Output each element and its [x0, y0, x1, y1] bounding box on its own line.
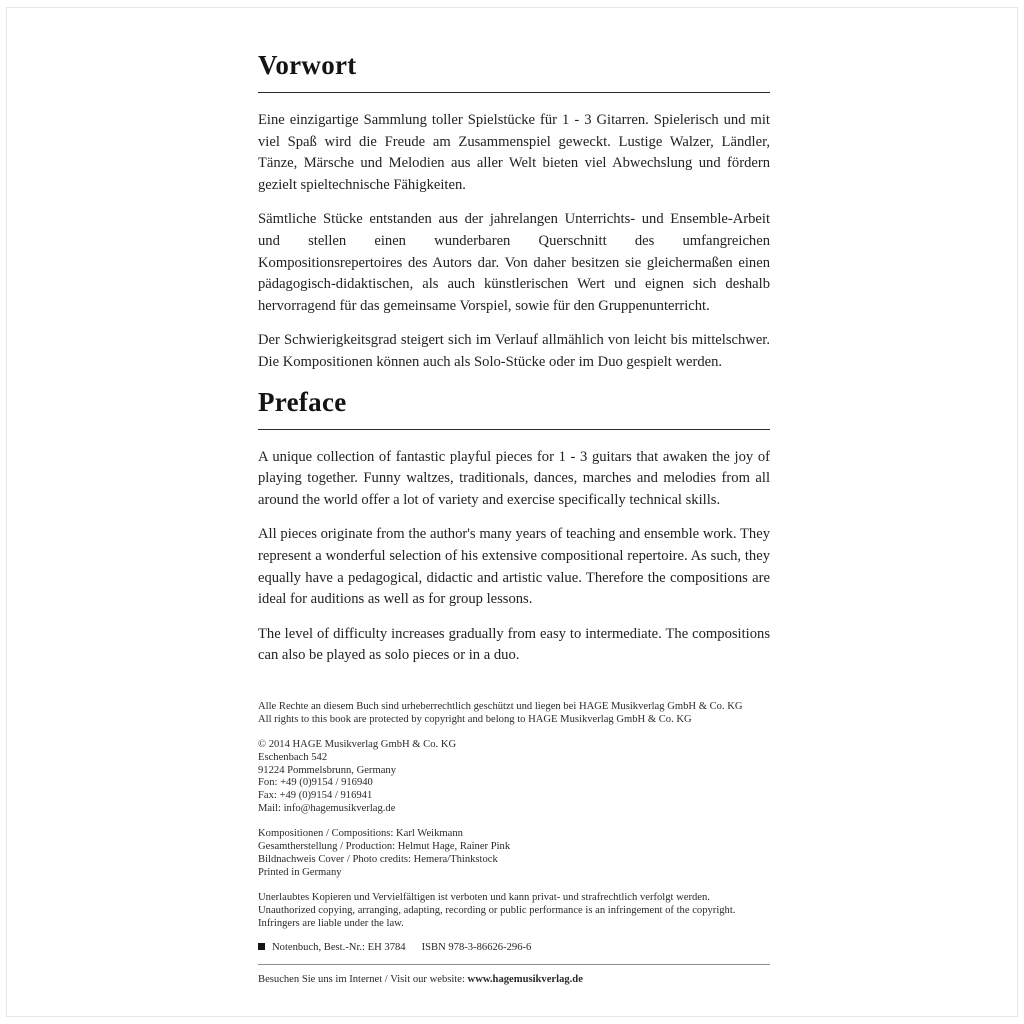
website-prefix: Besuchen Sie uns im Internet / Visit our website: [258, 974, 468, 986]
imprint-smallprint [258, 701, 770, 987]
preface-heading: Preface [258, 387, 770, 430]
website-url: www.hagemusikverlag.de [467, 974, 583, 986]
vorwort-heading: Vorwort [258, 50, 770, 93]
vorwort-section [258, 50, 770, 374]
book-preface-page [258, 50, 770, 987]
preface-paragraph: All pieces originate from the author's many years of teaching and ensemble work. They represent a wonderful selection of his extensive compositional repertoire. As such, they equally have a pedagogical, didactic and artistic value. Therefore the compositions are ideal for auditions as well as for group lessons. [258, 526, 770, 608]
square-bullet-icon [258, 943, 265, 950]
footer-divider [258, 964, 770, 965]
catalog-item: Notenbuch, Best.-Nr.: EH 3784 [272, 942, 406, 954]
legal-notice-block [258, 892, 770, 931]
legal-line-en: Unauthorized copying, arranging, adapting, recording or public performance is an infringement of the copyright. [258, 904, 736, 916]
preface-section [258, 387, 770, 667]
publisher-street: Eschenbach 542 [258, 751, 328, 763]
website-line [258, 974, 770, 987]
credits-block [258, 828, 770, 880]
legal-line-de: Unerlaubtes Kopieren und Vervielfältigen ist verboten und kann privat- und strafrechtlich verfolgt werden. [258, 891, 710, 903]
catalog-isbn: ISBN 978-3-86626-296-6 [421, 942, 532, 954]
rights-notice-block [258, 701, 770, 727]
publisher-address-block [258, 739, 770, 816]
rights-notice-en: All rights to this book are protected by copyright and belong to HAGE Musikverlag GmbH & Co. KG [258, 713, 692, 725]
credits-compositions: Kompositionen / Compositions: Karl Weikmann [258, 828, 463, 840]
vorwort-paragraph: Sämtliche Stücke entstanden aus der jahrelangen Unterrichts- und Ensemble-Arbeit und stellen einen wunderbaren Querschnitt des umfangreichen Kompositionsrepertoires des Autors dar. Von daher besitzen sie gleichermaßen einen pädagogisch-didaktischen, als auch künstlerischen Wert und eignen sich deshalb hervorragend für das gemeinsame Vorspiel, sowie für den Gruppenunterricht. [258, 211, 770, 314]
rights-notice-de: Alle Rechte an diesem Buch sind urheberrechtlich geschützt und liegen bei HAGE Musikverlag GmbH & Co. KG [258, 700, 743, 712]
preface-paragraph: The level of difficulty increases gradually from easy to intermediate. The compositions can also be played as solo pieces or in a duo. [258, 625, 770, 664]
credits-printed: Printed in Germany [258, 866, 342, 878]
publisher-phone: Fon: +49 (0)9154 / 916940 [258, 777, 373, 789]
publisher-mail: Mail: info@hagemusikverlag.de [258, 803, 396, 815]
publisher-city: 91224 Pommelsbrunn, Germany [258, 764, 396, 776]
vorwort-paragraph: Eine einzigartige Sammlung toller Spielstücke für 1 - 3 Gitarren. Spielerisch und mit viel Spaß wird die Freude am Zusammenspiel geweckt. Lustige Walzer, Ländler, Tänze, Märsche und Melodien aus aller Welt bieten viel Abwechslung und fördern gezielt spieltechnische Fähigkeiten. [258, 112, 770, 193]
publisher-copyright: © 2014 HAGE Musikverlag GmbH & Co. KG [258, 738, 457, 750]
catalog-number-line [258, 942, 770, 955]
credits-production: Gesamtherstellung / Production: Helmut Hage, Rainer Pink [258, 841, 511, 853]
legal-line-en2: Infringers are liable under the law. [258, 917, 404, 929]
vorwort-paragraph: Der Schwierigkeitsgrad steigert sich im Verlauf allmählich von leicht bis mittelschwer. Die Kompositionen können auch als Solo-Stücke oder im Duo gespielt werden. [258, 332, 770, 370]
credits-photo: Bildnachweis Cover / Photo credits: Hemera/Thinkstock [258, 853, 498, 865]
publisher-fax: Fax: +49 (0)9154 / 916941 [258, 790, 373, 802]
preface-paragraph: A unique collection of fantastic playful pieces for 1 - 3 guitars that awaken the joy of playing together. Funny waltzes, traditionals, dances, marches and melodies from all around the world offer a lot of variety and exercise specifically technical skills. [258, 448, 770, 508]
